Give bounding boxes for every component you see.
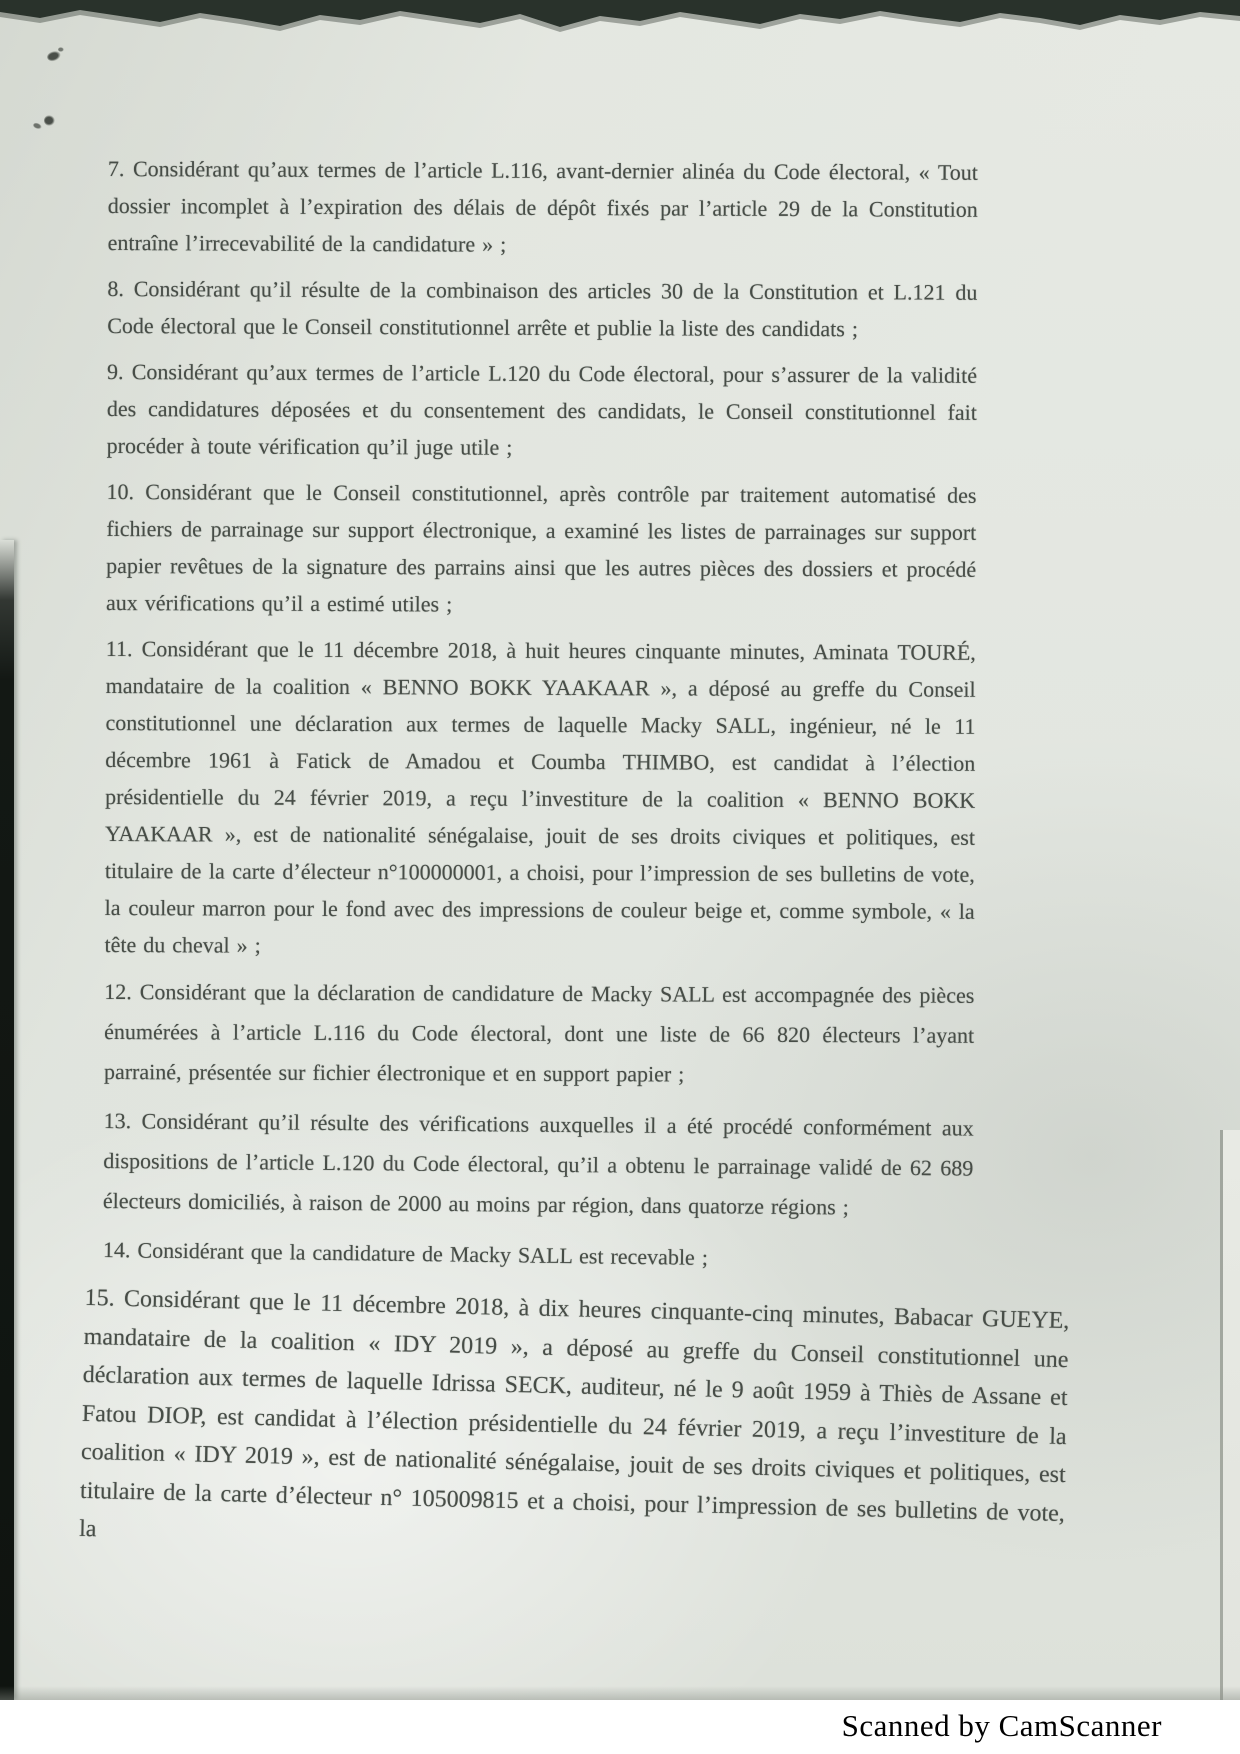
paragraph-12: 12. Considérant que la déclaration de candidature de Macky SALL est accompagnée des pièces énumérées à l’article L.116 du Code électoral, dont une liste de 66 820 électeurs l’ayant parrainé, présentée sur fichier électronique et en support papier ; <box>103 978 975 1087</box>
paragraph-15: 15. Considérant que le 11 décembre 2018, à dix heures cinquante-cinq minutes, Babacar GUEYE, mandataire de la coalition « IDY 2019 », a déposé au greffe du Conseil constitutionnel une déclaration aux termes de laquelle Idrissa SECK, auditeur, né le 9 août 1959 à Thiès de Assane et Fatou DIOP, est candidat à l’élection présidentielle du 24 février 2019, a reçu l’investiture de la coalition « IDY 2019 », est de nationalité sénégalaise, jouit de ses droits civiques et politiques, est titulaire de la carte d’électeur n° 105009815 et a choisi, pour l’impression de ses bulletins de vote, la <box>78 1284 1070 1543</box>
camscanner-footer <box>0 1700 1240 1754</box>
paragraph-11: 11. Considérant que le 11 décembre 2018, à huit heures cinquante minutes, Aminata TOURÉ, mandataire de la coalition « BENNO BOKK YAAKAAR », a déposé au greffe du Conseil constitutionnel une déclaration aux termes de laquelle Macky SALL, ingénieur, né le 11 décembre 1961 à Fatick de Amadou et Coumba THIMBO, est candidat à l’élection présidentielle du 24 février 2019, a reçu l’investiture de la coalition « BENNO BOKK YAAKAAR », est de nationalité sénégalaise, jouit de ses droits civiques et politiques, est titulaire de la carte d’électeur n°100000001, a choisi, pour l’impression de ses bulletins de vote, la couleur marron pour le fond avec des impressions de couleur beige et, comme symbole, « la tête du cheval » ; <box>104 635 976 958</box>
page-left-shadow-edge <box>0 540 14 1700</box>
scan-bottom-shade <box>0 1686 1240 1700</box>
camscanner-watermark: Scanned by CamScanner <box>841 1708 1162 1743</box>
page-right-background-sliver <box>1223 1130 1240 1700</box>
torn-paper-edge-icon <box>0 0 1240 34</box>
paragraph-7: 7. Considérant qu’aux termes de l’article L.116, avant-dernier alinéa du Code électoral, « Tout dossier incomplet à l’expiration des délais de dépôt fixés par l’article 29 de la Constitution entraîne l’irrecevabilité de la candidature » ; <box>107 155 978 257</box>
paragraph-13: 13. Considérant qu’il résulte des vérifications auxquelles il a été procédé conformément aux dispositions de l’article L.120 du Code électoral, qu’il a obtenu le parrainage validé de 62 689 électeurs domiciliés, à raison de 2000 au moins par région, dans quatorze régions ; <box>102 1107 974 1220</box>
ink-speck <box>32 122 43 131</box>
paragraph-9: 9. Considérant qu’aux termes de l’article L.120 du Code électoral, pour s’assurer de la validité des candidatures déposées et du consentement des candidats, le Conseil constitutionnel fait procéder à toute vérification qu’il juge utile ; <box>106 358 978 460</box>
ink-speck <box>44 115 55 126</box>
paragraph-8: 8. Considérant qu’il résulte de la combinaison des articles 30 de la Constitution et L.121 du Code électoral que le Conseil constitutionnel arrête et publie la liste des candidats ; <box>107 275 978 342</box>
document-body-text <box>78 150 1070 1561</box>
paragraph-14: 14. Considérant que la candidature de Macky SALL est recevable ; <box>102 1236 709 1270</box>
paragraph-10: 10. Considérant que le Conseil constitutionnel, après contrôle par traitement automatisé des fichiers de parrainage sur support électronique, a examiné les listes de parrainages sur support papier revêtues de la signature des parrains ainsi que les autres pièces des dossiers et procédé aux vérifications qu’il a estimé utiles ; <box>105 478 977 617</box>
ink-speck <box>58 47 64 52</box>
